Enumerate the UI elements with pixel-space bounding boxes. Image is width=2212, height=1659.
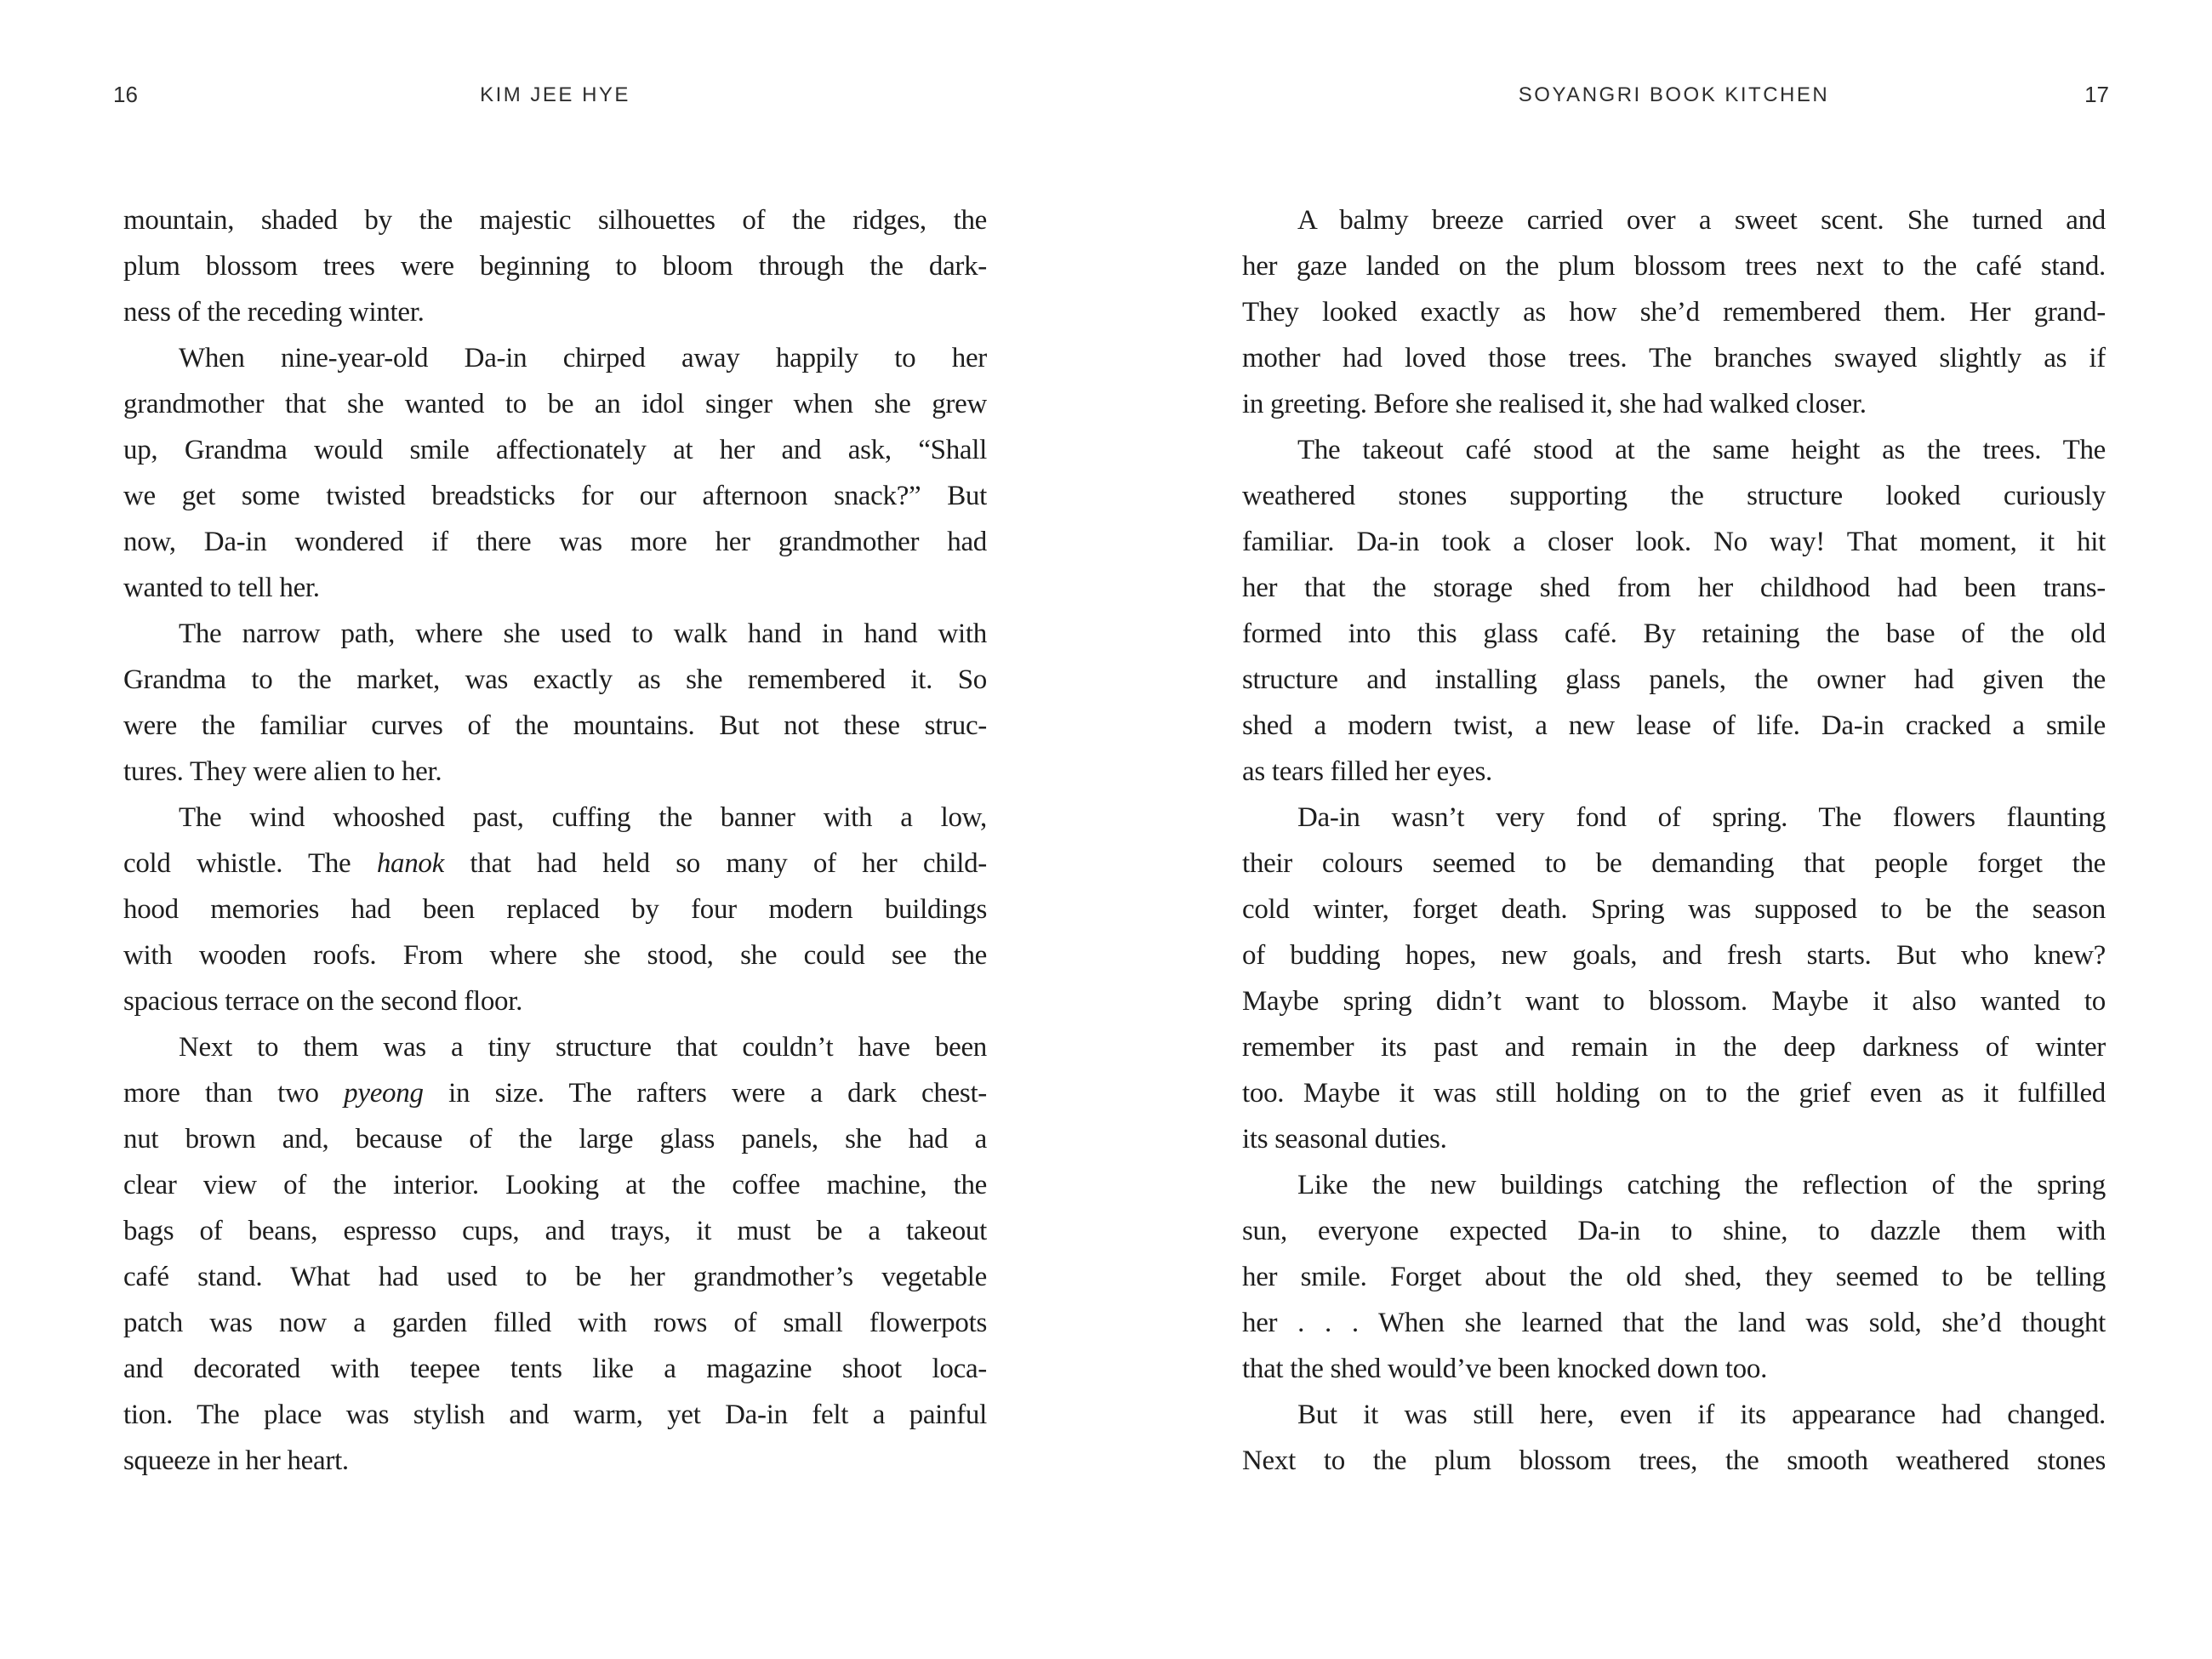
paragraph [123,611,987,795]
text-line: Like the new buildings catching the reflection of the spring [1297,1170,2106,1200]
text-line: plum blossom trees were beginning to bloom through the dark- [123,251,987,282]
text-line: ness of the receding winter. [123,297,425,328]
paragraph [1242,1392,2106,1484]
page-body-left [123,197,987,1484]
text-line: her that the storage shed from her childhood had been trans- [1242,573,2106,603]
text-line: formed into this glass café. By retaining the base of the old [1242,619,2106,649]
text-line: café stand. What had used to be her grandmother’s vegetable [123,1262,987,1292]
text-line: cold winter, forget death. Spring was supposed to be the season [1242,894,2106,925]
text-line: wanted to tell her. [123,573,320,603]
text-line: nut brown and, because of the large glass panels, she had a [123,1124,987,1154]
paragraph [123,1024,987,1484]
text-line: its seasonal duties. [1242,1124,1447,1154]
text-line: structure and installing glass panels, the owner had given the [1242,664,2106,695]
text-line: shed a modern twist, a new lease of life. Da-in cracked a smile [1242,710,2106,741]
page-left [113,0,987,1659]
text-line: and decorated with teepee tents like a magazine shoot loca- [123,1354,987,1384]
text-line: grandmother that she wanted to be an idol singer when she grew [123,389,987,419]
text-line: as tears filled her eyes. [1242,756,1492,787]
text-line: familiar. Da-in took a closer look. No way! That moment, it hit [1242,527,2106,557]
text-line: Da-in wasn’t very fond of spring. The flowers flaunting [1297,802,2106,833]
text-line: hood memories had been replaced by four modern buildings [123,894,987,925]
text-line: too. Maybe it was still holding on to the grief even as it fulfilled [1242,1078,2106,1109]
text-line: weathered stones supporting the structure looked curiously [1242,481,2106,511]
running-head-author: KIM JEE HYE [480,83,630,106]
text-line: mountain, shaded by the majestic silhouettes of the ridges, the [123,205,987,236]
page-number-right: 17 [2084,82,2109,107]
text-line: sun, everyone expected Da-in to shine, to dazzle them with [1242,1216,2106,1246]
text-line: up, Grandma would smile affectionately at her and ask, “Shall [123,435,987,465]
page-body-right [1242,197,2106,1484]
text-line: spacious terrace on the second floor. [123,986,523,1017]
paragraph [123,335,987,611]
paragraph [1242,1162,2106,1392]
page-right [1242,0,2109,1659]
text-line: Next to them was a tiny structure that couldn’t have been [179,1032,987,1063]
text-line: Grandma to the market, was exactly as she remembered it. So [123,664,987,695]
text-line: squeeze in her heart. [123,1445,349,1476]
paragraph [123,197,987,335]
text-line: When nine-year-old Da-in chirped away happily to her [179,343,987,373]
text-line: with wooden roofs. From where she stood, she could see the [123,940,987,971]
text-line: The wind whooshed past, cuffing the banner with a low, [179,802,987,833]
page-number-left: 16 [113,82,138,107]
text-line: The narrow path, where she used to walk hand in hand with [179,619,987,649]
text-line: their colours seemed to be demanding that people forget the [1242,848,2106,879]
text-line: we get some twisted breadsticks for our afternoon snack?” But [123,481,987,511]
text-line: Next to the plum blossom trees, the smooth weathered stones [1242,1445,2106,1476]
text-line: clear view of the interior. Looking at the coffee machine, the [123,1170,987,1200]
paragraph [1242,795,2106,1162]
text-line: her . . . When she learned that the land was sold, she’d thought [1242,1308,2106,1338]
text-line: tures. They were alien to her. [123,756,442,787]
paragraph [1242,427,2106,795]
text-line: tion. The place was stylish and warm, yet Da-in felt a painful [123,1400,987,1430]
text-line: her gaze landed on the plum blossom trees next to the café stand. [1242,251,2106,282]
text-line: mother had loved those trees. The branches swayed slightly as if [1242,343,2106,373]
text-line: were the familiar curves of the mountains. But not these struc- [123,710,987,741]
text-line: that the shed would’ve been knocked down too. [1242,1354,1768,1384]
running-head-title: SOYANGRI BOOK KITCHEN [1518,83,1830,106]
text-line: of budding hopes, new goals, and fresh starts. But who knew? [1242,940,2106,971]
text-line: bags of beans, espresso cups, and trays, it must be a takeout [123,1216,987,1246]
text-line: patch was now a garden filled with rows of small flowerpots [123,1308,987,1338]
text-line: her smile. Forget about the old shed, they seemed to be telling [1242,1262,2106,1292]
text-line: now, Da-in wondered if there was more her grandmother had [123,527,987,557]
paragraph [123,795,987,1024]
text-line: Maybe spring didn’t want to blossom. Maybe it also wanted to [1242,986,2106,1017]
text-line: in greeting. Before she realised it, she had walked closer. [1242,389,1867,419]
text-line: more than two pyeong in size. The rafters were a dark chest- [123,1078,987,1109]
text-line: They looked exactly as how she’d remembered them. Her grand- [1242,297,2106,328]
text-line: remember its past and remain in the deep darkness of winter [1242,1032,2106,1063]
text-line: But it was still here, even if its appearance had changed. [1297,1400,2106,1430]
text-line: A balmy breeze carried over a sweet scent. She turned and [1297,205,2106,236]
paragraph [1242,197,2106,427]
text-line: cold whistle. The hanok that had held so many of her child- [123,848,987,879]
text-line: The takeout café stood at the same height as the trees. The [1297,435,2106,465]
